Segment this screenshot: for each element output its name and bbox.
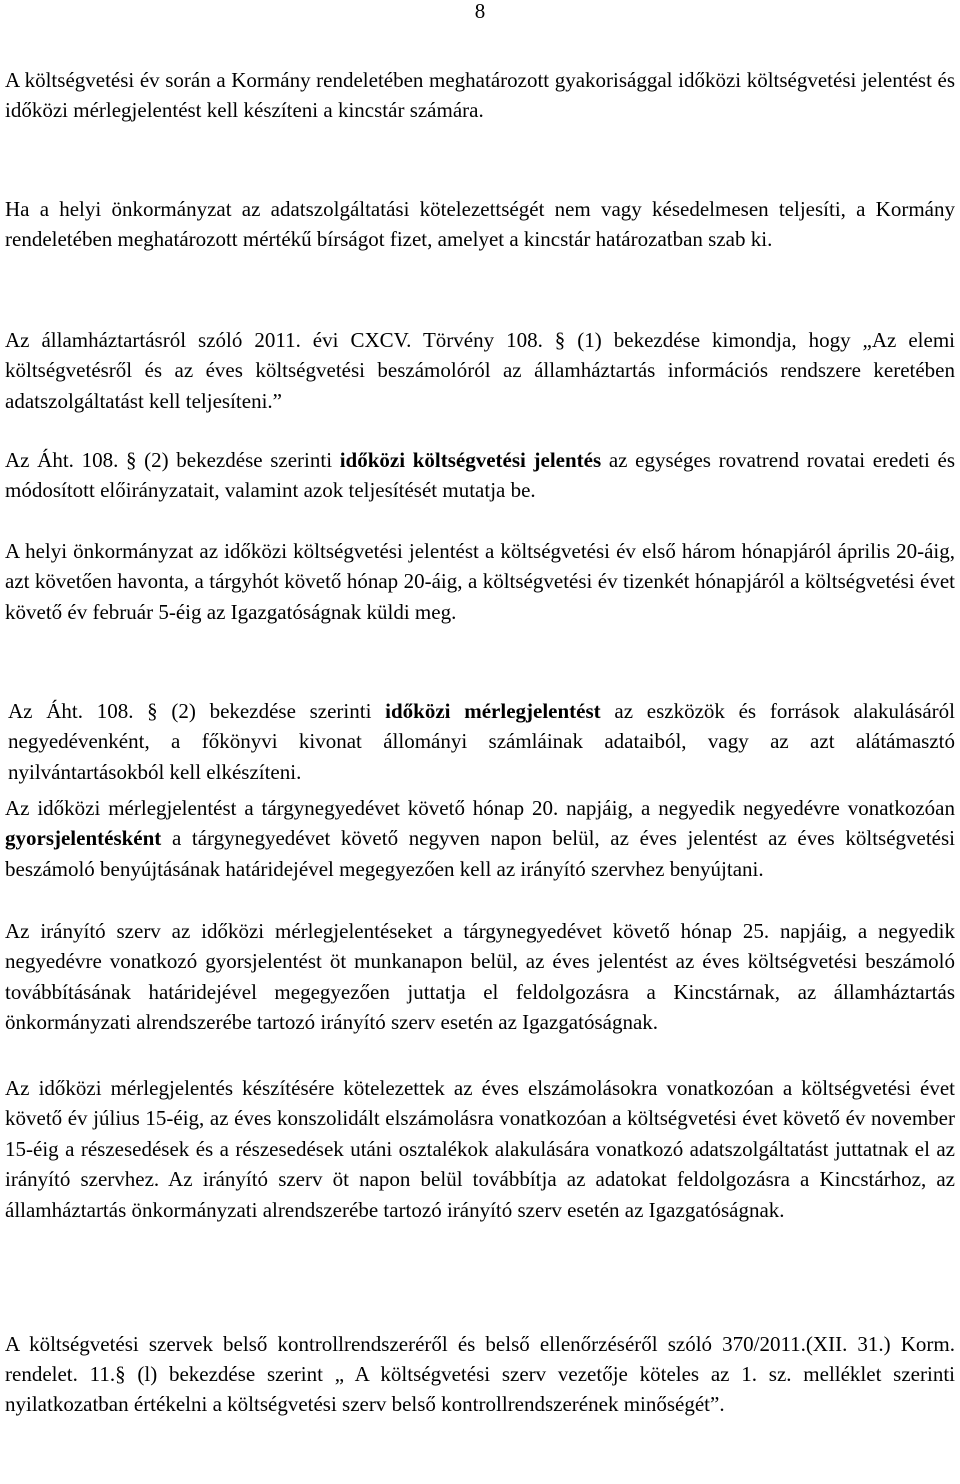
text-segment: a tárgynegyedévet követő negyven napon belül, az éves jelentést az éves költségvetési beszámoló benyújtásának határidejével megegyezően kell az irányító szervhez benyújtani.: [5, 826, 955, 881]
bold-term-quick-report: gyorsjelentésként: [5, 826, 162, 851]
paragraph-supervisor-forwarding: Az irányító szerv az időközi mérlegjelentéseket a tárgynegyedévet követő hónap 25. napjáig, a negyedik negyedévre vonatkozó gyorsjelentést öt munkanapon belül, az éves jelentést az éves költségvetési beszámoló továbbításának határidejével megegyezően juttatja el feldolgozásra a Kincstárnak, az államháztartás önkormányzati alrendszerébe tartozó irányító szerv esetén az Igazgatóságnak.: [5, 919, 955, 1035]
paragraph-budget-report-definition: [5, 445, 955, 506]
text-segment: Az időközi mérlegjelentést a tárgynegyedévet követő hónap 20. napjáig, a negyedik negyedévre vonatkozóan: [5, 796, 955, 820]
paragraph-balance-report-definition: [8, 696, 955, 787]
bold-term-balance-report: időközi mérlegjelentést: [385, 699, 601, 723]
text-segment: az eszközök és források alakulásáról negyedévenként, a főkönyvi kivonat állományi számláinak adataiból, vagy az azt alátámasztó nyilvántartásokból kell elkészíteni.: [8, 699, 955, 784]
text-segment: Az Áht. 108. § (2) bekezdése szerinti: [8, 699, 386, 723]
paragraph-budget-report-deadlines: A helyi önkormányzat az időközi költségvetési jelentést a költségvetési év első három hónapjáról április 20-áig, azt követően havonta, a tárgyhót követő hónap 20-áig, a költségvetési év tizenkét hónapjáról a költségvetési évet követő év február 5-éig az Igazgatóságnak küldi meg.: [5, 539, 955, 624]
paragraph-penalty: Ha a helyi önkormányzat az adatszolgáltatási kötelezettségét nem vagy késedelmesen teljesíti, a Kormány rendeletében meghatározott mértékű bírságot fizet, amelyet a kincstár határozatban szab ki.: [5, 197, 955, 252]
bold-term-budget-report: időközi költségvetési jelentés: [339, 448, 602, 472]
text-segment: Az Áht. 108. § (2) bekezdése szerinti: [5, 448, 340, 472]
paragraph-internal-control: A költségvetési szervek belső kontrollrendszeréről és belső ellenőrzéséről szóló 370/2011.(XII. 31.) Korm. rendelet. 11.§ (l) bekezdése szerint „ A költségvetési szerv vezetője köteles az 1. sz. melléklet szerinti nyilatkozatban értékelni a költségvetési szerv belső kontrollrendszerének minőségét”.: [5, 1332, 955, 1416]
paragraph-reporting-intro: A költségvetési év során a Kormány rendeletében meghatározott gyakorisággal időközi költségvetési jelentést és időközi mérlegjelentést kell készíteni a kincstár számára.: [5, 68, 955, 123]
page-number: 8: [474, 0, 486, 23]
paragraph-aht-108-1: Az államháztartásról szóló 2011. évi CXCV. Törvény 108. § (1) bekezdése kimondja, hogy „Az elemi költségvetésről és az éves költségvetési beszámolóról az államháztartás információs rendszere keretében adatszolgáltatást kell teljesíteni.”: [5, 328, 955, 413]
text-segment: az egységes rovatrend rovatai eredeti és módosított előirányzatait, valamint azok teljesítését mutatja be.: [5, 448, 956, 503]
paragraph-balance-report-deadlines: [5, 793, 955, 884]
paragraph-shareholding-data: Az időközi mérlegjelentés készítésére kötelezettek az éves elszámolásokra vonatkozóan a költségvetési évet követő év július 15-éig, az éves konszolidált elszámolásra vonatkozóan a költségvetési évet követő év november 15-éig a részesedések és a részesedések utáni osztalékok alakulására vonatkozó adatszolgáltatást juttatnak el az irányító szervhez. Az irányító szerv öt napon belül továbbítja az adatokat feldolgozásra a Kincstárhoz, az államháztartás önkormányzati alrendszerébe tartozó irányító szerv esetén az Igazgatóságnak.: [5, 1076, 955, 1222]
